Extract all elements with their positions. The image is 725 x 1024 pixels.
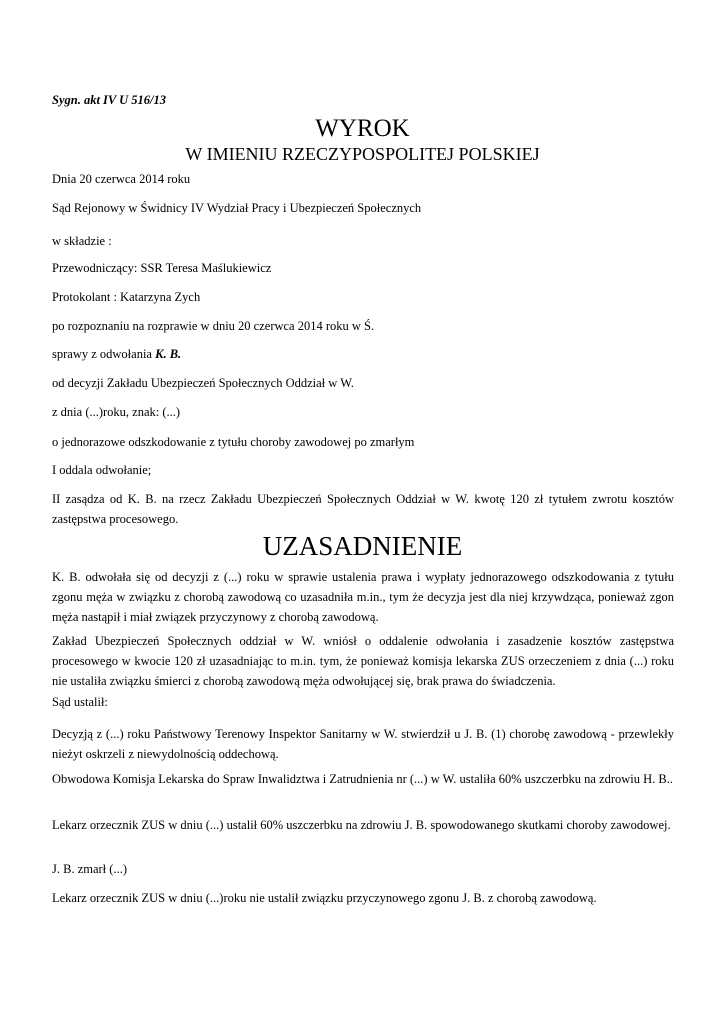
decision-source: od decyzji Zakładu Ubezpieczeń Społecznych Oddział w W. [52, 376, 354, 390]
justification-paragraph: Lekarz orzecznik ZUS w dniu (...)roku nie ustalił związku przyczynowego zgonu J. B. z chorobą zawodową. [52, 891, 597, 905]
appellant-name: K. B. [155, 347, 182, 361]
decision-date: z dnia (...)roku, znak: (...) [52, 405, 181, 419]
justification-paragraph: Decyzją z (...) roku Państwowy Terenowy Inspektor Sanitarny w W. stwierdził u J. B. (1) chorobę zawodową - przewlekły nieżyt oskrzeli z niewydolnością oddechową. [52, 727, 674, 761]
appeal-prefix: sprawy z odwołania [52, 347, 156, 361]
justification-paragraph: Lekarz orzecznik ZUS w dniu (...) ustalił 60% uszczerbku na zdrowiu J. B. spowodowanego skutkami choroby zawodowej. [52, 818, 671, 832]
justification-title: UZASADNIENIE [262, 531, 463, 561]
court-clerk: Protokolant : Katarzyna Zych [52, 290, 201, 304]
ruling-point-1: I oddala odwołanie; [52, 463, 152, 477]
judgment-date: Dnia 20 czerwca 2014 roku [52, 172, 191, 186]
case-reference: Sygn. akt IV U 516/13 [52, 93, 167, 107]
judgment-title: WYROK [315, 115, 410, 142]
justification-paragraph: Zakład Ubezpieczeń Społecznych oddział w W. wniósł o oddalenie odwołania i zasadzenie kosztów zastępstwa procesowego w kwocie 120 zł uzasadniając to m.in. tym, że ponieważ komisja lekarska ZUS orzeczeniem z dnia (...) roku nie ustaliła związku śmierci z chorobą zawodową męża odwołującej się, brak prawa do świadczenia. [52, 634, 674, 688]
ruling-point-2: II zasądza od K. B. na rzecz Zakładu Ubezpieczeń Społecznych Oddział w W. kwotę 120 zł tytułem zwrotu kosztów zastępstwa procesowego. [52, 492, 674, 526]
hearing-info: po rozpoznaniu na rozprawie w dniu 20 czerwca 2014 roku w Ś. [52, 319, 375, 333]
justification-paragraph: K. B. odwołała się od decyzji z (...) roku w sprawie ustalenia prawa i wypłaty jednorazowego odszkodowania z tytułu zgonu męża w związku z chorobą zawodową co uzasadniła m.in., tym że decyzja jest dla niej krzywdząca, ponieważ zgon męża nastąpił i miał związek przyczynowy z chorobą zawodową. [52, 570, 674, 624]
case-subject: o jednorazowe odszkodowanie z tytułu choroby zawodowej po zmarłym [52, 435, 415, 449]
judgment-subtitle: W IMIENIU RZECZYPOSPOLITEJ POLSKIEJ [185, 144, 540, 164]
justification-paragraph: Obwodowa Komisja Lekarska do Spraw Inwalidztwa i Zatrudnienia nr (...) w W. ustaliła 60% uszczerbku na zdrowiu H. B.. [52, 772, 674, 786]
presiding-judge: Przewodniczący: SSR Teresa Maślukiewicz [52, 261, 272, 275]
appeal-line [52, 346, 181, 363]
composition-label: w składzie : [52, 234, 112, 248]
court-name: Sąd Rejonowy w Świdnicy IV Wydział Pracy i Ubezpieczeń Społecznych [52, 201, 422, 215]
justification-paragraph: J. B. zmarł (...) [52, 862, 127, 876]
findings-label: Sąd ustalił: [52, 695, 108, 709]
